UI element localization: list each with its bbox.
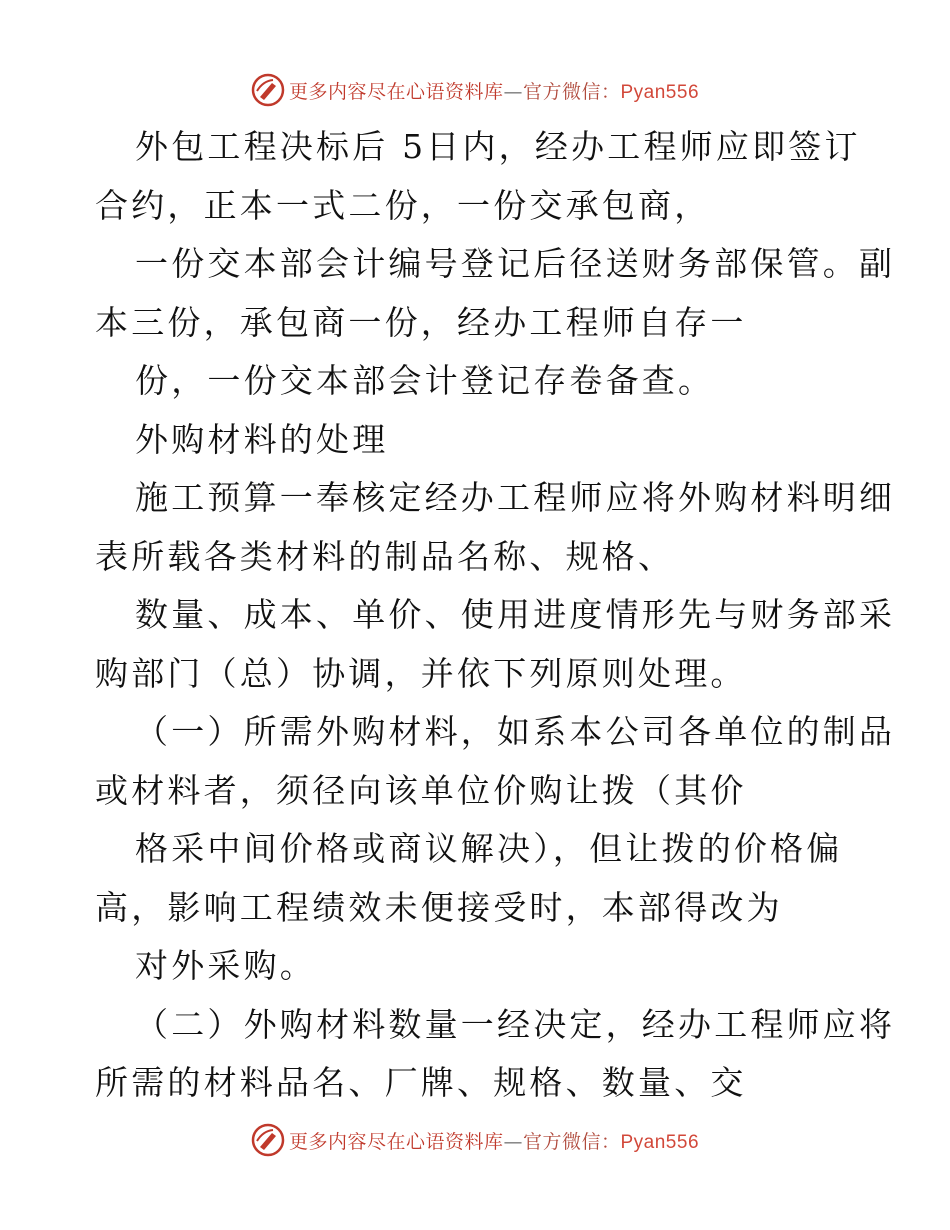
text-line: 份，一份交本部会计登记存卷备查。 — [135, 361, 715, 400]
text-line: 施工预算一奉核定经办工程师应将外购材料明细 — [135, 478, 896, 517]
text-line: 格采中间价格或商议解决），但让拨的价格偏 — [135, 829, 843, 868]
banner-text: 更多内容尽在心语资料库—官方微信：Pyan556 — [288, 1130, 700, 1153]
section-heading: 外购材料的处理 — [135, 419, 389, 459]
banner-text: 更多内容尽在心语资料库—官方微信：Pyan556 — [288, 80, 700, 103]
document-body — [95, 118, 896, 1113]
text-line: 所需的材料品名、厂牌、规格、数量、交 — [95, 1063, 747, 1102]
brand-logo-icon — [251, 1123, 285, 1157]
text-line: 对外采购。 — [135, 946, 316, 985]
text-line: 本三份，承包商一份，经办工程师自存一 — [95, 302, 747, 342]
text-line: 一份交本部会计编号登记后径送财务部保管。副 — [135, 244, 896, 283]
text-line: 或材料者，须径向该单位价购让拨（其价 — [95, 770, 747, 810]
text-line: 购部门（总）协调，并依下列原则处理。 — [95, 653, 747, 693]
text-line: 表所载各类材料的制品名称、规格、 — [95, 536, 675, 576]
text-line: 数量、成本、单价、使用进度情形先与财务部采 — [135, 595, 896, 634]
text-line: 合约，正本一式二份，一份交承包商， — [95, 185, 711, 225]
text-line: 高，影响工程绩效未便接受时，本部得改为 — [95, 887, 783, 927]
footer-banner — [0, 1120, 950, 1160]
brand-logo-icon — [251, 73, 285, 107]
text-line: （二）外购材料数量一经决定，经办工程师应将 — [135, 1004, 896, 1044]
header-banner — [0, 70, 950, 110]
text-line: 外包工程决标后 5日内，经办工程师应即签订 — [135, 127, 861, 166]
text-line: （一）所需外购材料，如系本公司各单位的制品 — [135, 712, 896, 751]
